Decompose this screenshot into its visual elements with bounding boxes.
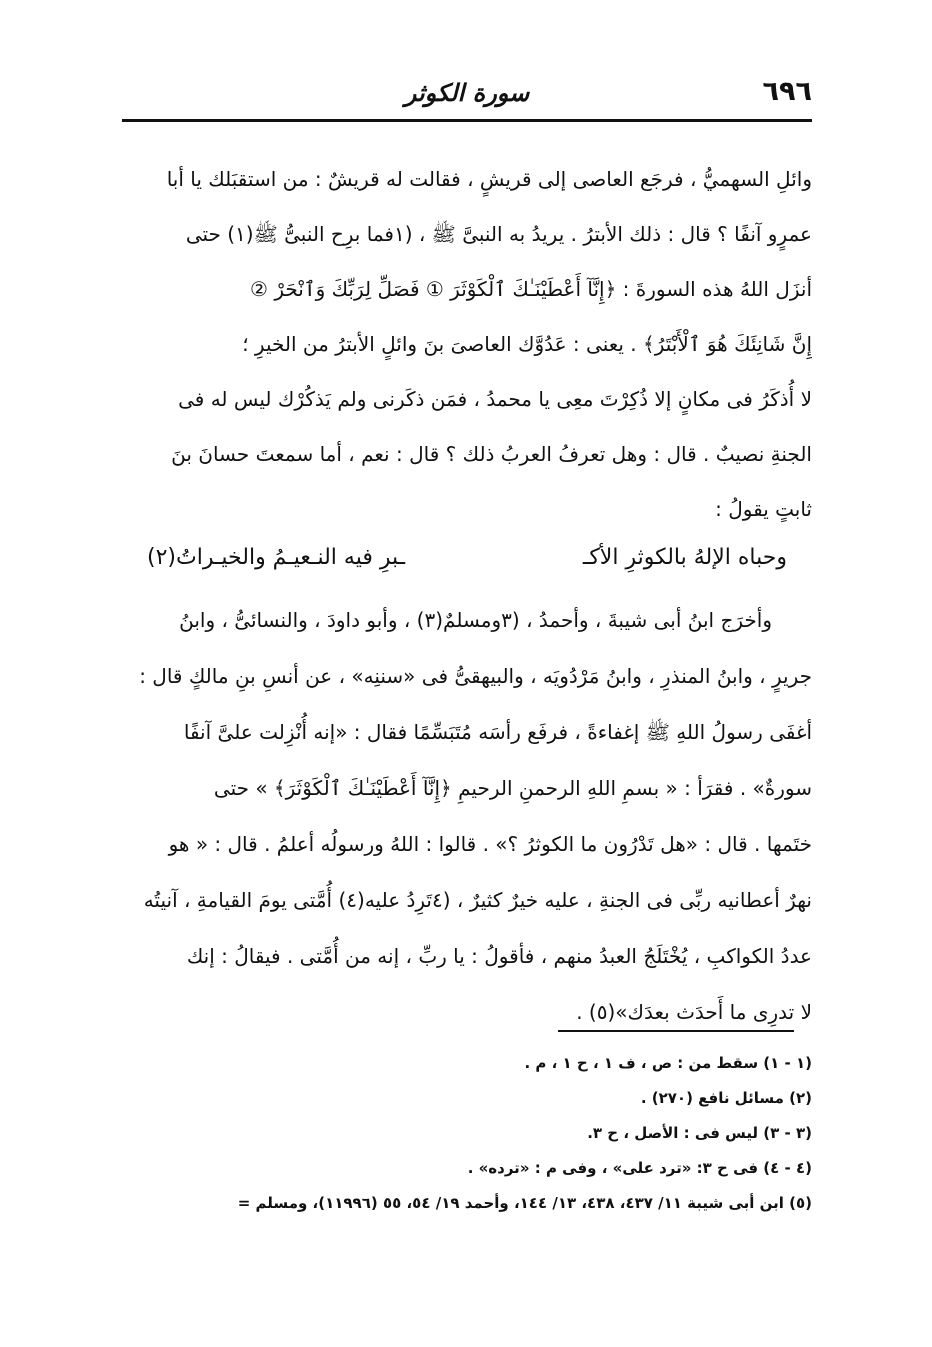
footnote-divider	[558, 1030, 794, 1032]
verse-hemistich-second: ـبرِ فيه النـعيـمُ والخيـراتُ(٢)	[147, 545, 406, 570]
text-line: وائلِ السهميُّ ، فرجَع العاصى إلى قريشٍ ، فقالت له قريشٌ : من استقبَلك يا أبا	[166, 167, 812, 191]
text-line: جريرٍ ، وابنُ المنذرِ ، وابنُ مَرْدُويَه ، والبيهقىُّ فى «سننِه» ، عن أنسِ بنِ مالكٍ قال :	[139, 664, 812, 688]
text-line: نهرٌ أعطانيه ربِّى فى الجنةِ ، عليه خيرٌ كثيرٌ ، (٤تَرِدُ عليه(٤) أُمَّتى يومَ القيامةِ ، آنيتُه	[143, 888, 812, 912]
text-line: أغفَى رسولُ اللهِ ﷺ إغفاءةً ، فرفَع رأسَه مُتَبَسِّمًا فقال : «إنه أُنْزِلت علىَّ آنفًا	[183, 720, 812, 744]
main-paragraph	[122, 152, 812, 537]
text-line: لا أُذكَرُ فى مكانٍ إلا ذُكِرْتَ معِى يا محمدُ ، فمَن ذكَرنى ولم يَذكُرْك ليس له فى	[178, 387, 812, 411]
footnote: (٤ - ٤) فى ح ٣: «ترد على» ، وفى م : «ترده» .	[467, 1159, 812, 1177]
text-line: وأخرَج ابنُ أبى شيبةَ ، وأحمدُ ، (٣ومسلمٌ(٣) ، وأبو داودَ ، والنسائىُّ ، وابنُ	[179, 608, 772, 632]
footnote: (٣ - ٣) ليس فى : الأصل ، ح ٣.	[587, 1124, 812, 1142]
text-line: ختَمها . قال : «هل تَدْرُون ما الكوثرُ ؟» . قالوا : اللهُ ورسولُه أعلمُ . قال : « هو	[168, 832, 812, 856]
header-divider	[122, 119, 812, 122]
hadith-paragraph	[122, 592, 812, 1040]
text-line: ثابتٍ يقولُ :	[715, 497, 812, 521]
footnote: (١ - ١) سقط من : ص ، ف ١ ، ح ١ ، م .	[524, 1054, 812, 1072]
surah-title: سورة الكوثر	[404, 78, 530, 107]
text-line: الجنةِ نصيبٌ . قال : وهل تعرفُ العربُ ذلك ؟ قال : نعم ، أما سمعتَ حسانَ بنَ	[171, 442, 812, 466]
text-line: لا تدرِى ما أَحدَث بعدَك»(٥) .	[576, 1000, 812, 1024]
text-line: أنزَل اللهُ هذه السورةَ : ﴿إِنَّآ أَعْطَيْنَـٰكَ ٱلْكَوْثَرَ ① فَصَلِّ لِرَبِّكَ وَٱنْحَرْ ②	[250, 277, 812, 301]
footnote: (٢) مسائل نافع (٢٧٠) .	[640, 1089, 812, 1107]
verse-hemistich-first: وحباه الإلهُ بالكوثرِ الأكـ	[582, 545, 787, 570]
footnote: (٥) ابن أبى شيبة ١١/ ٤٣٧، ٤٣٨، ١٣/ ١٤٤، وأحمد ١٩/ ٥٤، ٥٥ (١١٩٩٦)، ومسلم =	[237, 1194, 812, 1212]
poetry-verse	[122, 535, 812, 590]
page-header	[122, 72, 812, 116]
text-line: عددُ الكواكبِ ، يُخْتَلَجُ العبدُ منهم ، فأقولُ : يا ربِّ ، إنه من أُمَّتى . فيقالُ : إنك	[186, 944, 812, 968]
page-number: ٦٩٦	[762, 76, 812, 107]
text-line: سورةٌ» . فقرَأ : « بسمِ اللهِ الرحمنِ الرحيمِ ﴿إِنَّآ أَعْطَيْنَـٰكَ ٱلْكَوْثَرَ﴾ » حتى	[213, 776, 812, 800]
footnotes	[112, 1046, 812, 1221]
text-line: عمرٍو آنفًا ؟ قال : ذلك الأبترُ . يريدُ به النبىَّ ﷺ ، (١فما برِح النبىُّ ﷺ(١) حتى	[185, 222, 812, 246]
text-line: إِنَّ شَانِئَكَ هُوَ ٱلْأَبْتَرُ﴾ . يعنى : عَدُوَّك العاصىَ بنَ وائلٍ الأبترُ من الخيرِ ؛	[242, 332, 812, 356]
